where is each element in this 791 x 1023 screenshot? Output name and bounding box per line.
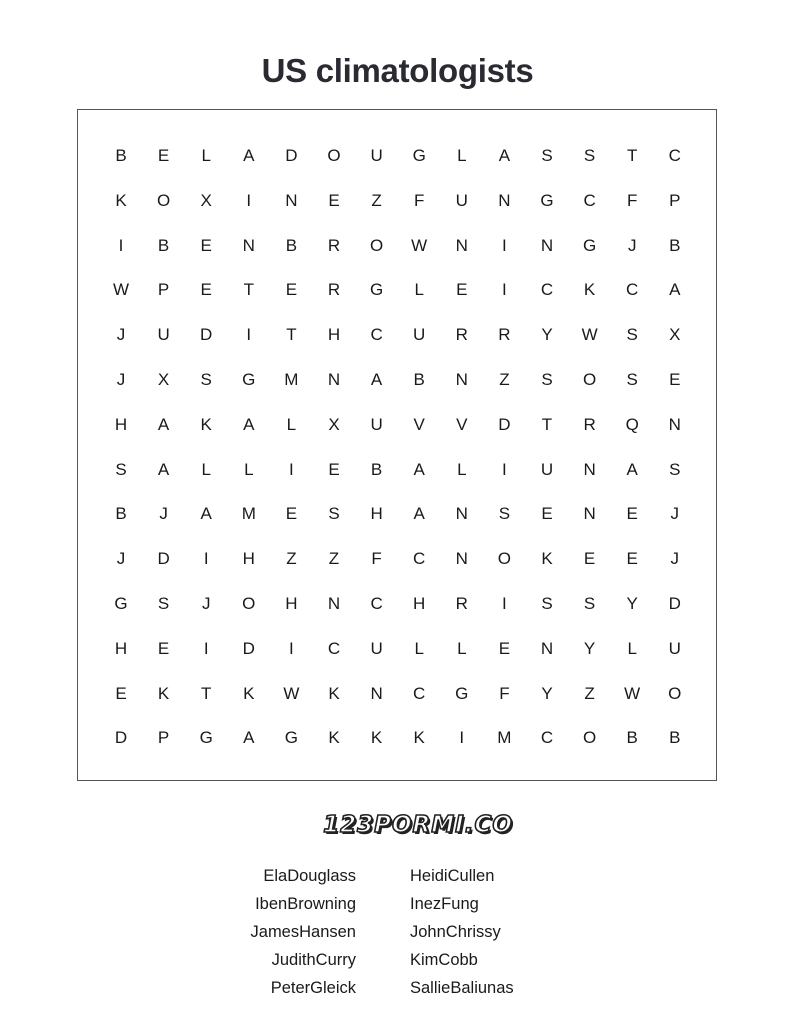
grid-letter[interactable]: X: [328, 414, 340, 434]
grid-letter[interactable]: F: [499, 683, 510, 703]
grid-letter[interactable]: C: [327, 638, 341, 658]
grid-letter[interactable]: A: [243, 414, 255, 434]
grid-letter[interactable]: G: [582, 235, 597, 255]
grid-letter[interactable]: H: [242, 549, 255, 569]
grid-letter[interactable]: G: [242, 370, 256, 389]
grid-letter[interactable]: A: [157, 414, 170, 434]
grid-letter[interactable]: X: [669, 325, 681, 345]
grid-letter[interactable]: B: [285, 235, 298, 255]
grid-letter[interactable]: K: [328, 683, 340, 703]
grid-letter[interactable]: L: [244, 459, 254, 479]
grid-letter[interactable]: T: [243, 280, 254, 300]
grid-letter[interactable]: S: [583, 146, 596, 165]
grid-letter[interactable]: X: [157, 370, 170, 389]
grid-letter[interactable]: K: [328, 728, 340, 748]
grid-letter[interactable]: B: [413, 370, 425, 389]
grid-letter[interactable]: R: [455, 594, 468, 613]
grid-letter[interactable]: Z: [584, 683, 595, 703]
grid-letter[interactable]: E: [583, 549, 596, 569]
grid-letter[interactable]: E: [157, 146, 170, 165]
puzzle-title: US climatologists: [261, 52, 534, 89]
grid-letter[interactable]: B: [669, 235, 681, 255]
grid-letter[interactable]: C: [413, 549, 426, 569]
grid-letter[interactable]: T: [200, 683, 212, 703]
grid-letter[interactable]: N: [583, 459, 596, 479]
grid-letter[interactable]: S: [669, 459, 681, 479]
grid-letter[interactable]: T: [286, 325, 297, 345]
grid-letter[interactable]: E: [115, 683, 127, 703]
grid-letter[interactable]: R: [327, 280, 341, 300]
grid-letter[interactable]: W: [624, 683, 641, 703]
grid-letter[interactable]: B: [669, 728, 681, 748]
grid-letter[interactable]: N: [583, 504, 596, 524]
grid-letter[interactable]: C: [668, 146, 681, 165]
grid-letter[interactable]: B: [626, 728, 638, 748]
grid-letter[interactable]: T: [541, 414, 553, 434]
grid-letter[interactable]: Y: [626, 594, 638, 613]
grid-letter[interactable]: E: [626, 549, 638, 569]
grid-letter[interactable]: F: [626, 190, 638, 210]
grid-letter[interactable]: U: [370, 146, 383, 165]
grid-letter[interactable]: I: [289, 459, 294, 479]
grid-letter[interactable]: L: [414, 280, 424, 300]
grid-letter[interactable]: H: [327, 325, 341, 345]
grid-letter[interactable]: I: [246, 190, 252, 210]
grid-letter[interactable]: O: [156, 190, 171, 210]
grid-letter[interactable]: N: [455, 235, 468, 255]
grid-letter[interactable]: S: [541, 594, 553, 613]
grid-letter[interactable]: E: [626, 504, 638, 524]
grid-letter[interactable]: C: [413, 683, 426, 703]
grid-letter[interactable]: U: [157, 325, 170, 345]
grid-letter[interactable]: A: [626, 459, 638, 479]
grid-letter[interactable]: J: [670, 504, 680, 524]
grid-letter[interactable]: C: [583, 190, 596, 210]
grid-letter[interactable]: L: [201, 459, 211, 479]
grid-letter[interactable]: U: [668, 638, 681, 658]
grid-letter[interactable]: B: [370, 459, 383, 479]
grid-letter[interactable]: O: [327, 146, 341, 165]
word-list-left: [251, 864, 356, 1004]
grid-letter[interactable]: W: [411, 235, 428, 255]
grid-letter[interactable]: S: [626, 370, 638, 389]
grid-letter[interactable]: D: [157, 549, 170, 569]
word-list-right: [410, 864, 514, 1004]
grid-letter[interactable]: N: [285, 190, 298, 210]
grid-letter[interactable]: R: [455, 325, 468, 345]
grid-letter[interactable]: A: [669, 280, 681, 300]
word-list-item: KimCobb: [410, 951, 478, 969]
grid-letter[interactable]: G: [199, 728, 213, 748]
grid-letter[interactable]: U: [540, 459, 554, 479]
grid-letter[interactable]: G: [412, 146, 426, 165]
grid-letter[interactable]: C: [370, 594, 383, 613]
grid-letter[interactable]: J: [116, 370, 126, 389]
grid-letter[interactable]: N: [540, 235, 554, 255]
grid-letter[interactable]: S: [200, 370, 212, 389]
grid-letter[interactable]: B: [115, 146, 127, 165]
grid-letter[interactable]: U: [370, 638, 383, 658]
word-list-item: InezFung: [410, 895, 479, 913]
grid-letter[interactable]: W: [283, 683, 300, 703]
grid-letter[interactable]: N: [242, 235, 255, 255]
grid-letter[interactable]: F: [413, 190, 425, 210]
grid-letter[interactable]: A: [370, 370, 383, 389]
grid-letter[interactable]: N: [370, 683, 383, 703]
grid-letter[interactable]: G: [455, 683, 469, 703]
grid-letter[interactable]: Z: [371, 190, 382, 210]
grid-letter[interactable]: L: [457, 146, 467, 165]
grid-letter[interactable]: R: [583, 414, 596, 434]
grid-letter[interactable]: Q: [625, 414, 639, 434]
grid-letter[interactable]: R: [327, 235, 341, 255]
grid-letter[interactable]: W: [581, 325, 598, 345]
grid-letter[interactable]: I: [502, 280, 507, 300]
grid-letter[interactable]: U: [370, 414, 383, 434]
grid-letter[interactable]: C: [540, 728, 554, 748]
grid-letter[interactable]: A: [498, 146, 511, 165]
grid-letter[interactable]: L: [286, 414, 297, 434]
grid-letter[interactable]: E: [200, 280, 212, 300]
grid-letter[interactable]: L: [627, 638, 637, 658]
grid-letter[interactable]: G: [284, 728, 298, 748]
brand-logo: 123PORMI.CO: [323, 812, 513, 838]
grid-letter[interactable]: L: [457, 638, 467, 658]
grid-letter[interactable]: N: [455, 549, 468, 569]
grid-letter[interactable]: P: [669, 190, 681, 210]
grid-letter[interactable]: J: [201, 594, 211, 613]
grid-letter[interactable]: S: [498, 504, 511, 524]
grid-letter[interactable]: E: [200, 235, 212, 255]
grid-letter[interactable]: G: [540, 190, 554, 210]
grid-letter[interactable]: N: [540, 638, 554, 658]
word-list-item: SallieBaliunas: [410, 979, 514, 997]
grid-letter[interactable]: V: [413, 414, 425, 434]
grid-letter[interactable]: N: [498, 190, 511, 210]
grid-letter[interactable]: B: [157, 235, 170, 255]
grid-letter[interactable]: V: [456, 414, 468, 434]
grid-letter[interactable]: M: [497, 728, 512, 748]
grid-letter[interactable]: P: [157, 280, 170, 300]
grid-letter[interactable]: Z: [328, 549, 340, 569]
grid-letter[interactable]: G: [114, 594, 128, 613]
grid-letter[interactable]: J: [670, 549, 680, 569]
grid-letter[interactable]: D: [200, 325, 213, 345]
grid-letter[interactable]: A: [413, 504, 425, 524]
grid-letter[interactable]: E: [157, 638, 170, 658]
grid-letter[interactable]: E: [285, 504, 298, 524]
grid-letter[interactable]: J: [116, 549, 126, 569]
grid-letter[interactable]: J: [116, 325, 126, 345]
word-list-item: JudithCurry: [271, 951, 356, 969]
grid-letter[interactable]: Y: [541, 325, 553, 345]
grid-letter[interactable]: B: [115, 504, 127, 524]
grid-letter[interactable]: Z: [286, 549, 297, 569]
grid-letter[interactable]: M: [284, 370, 299, 389]
word-list-item: ElaDouglass: [263, 867, 356, 885]
grid-letter[interactable]: J: [627, 235, 637, 255]
grid-letter[interactable]: N: [455, 504, 468, 524]
grid-letter[interactable]: S: [157, 594, 170, 613]
grid-letter[interactable]: E: [498, 638, 511, 658]
grid-letter[interactable]: C: [370, 325, 383, 345]
grid-letter[interactable]: K: [243, 683, 255, 703]
grid-letter[interactable]: S: [328, 504, 340, 524]
grid-letter[interactable]: N: [668, 414, 681, 434]
word-list-item: IbenBrowning: [255, 895, 356, 913]
grid-letter[interactable]: E: [328, 459, 340, 479]
grid-letter[interactable]: D: [285, 146, 298, 165]
grid-letter[interactable]: H: [114, 638, 128, 658]
grid-letter[interactable]: U: [413, 325, 426, 345]
grid-letter[interactable]: A: [243, 728, 255, 748]
grid-letter[interactable]: H: [285, 594, 298, 613]
grid-letter[interactable]: I: [459, 728, 465, 748]
grid-letter[interactable]: O: [582, 370, 597, 389]
grid-letter[interactable]: H: [114, 414, 128, 434]
grid-letter[interactable]: K: [115, 190, 127, 210]
grid-letter[interactable]: N: [327, 594, 341, 613]
grid-letter[interactable]: I: [203, 638, 209, 658]
grid-letter[interactable]: A: [157, 459, 170, 479]
grid-letter[interactable]: K: [200, 414, 212, 434]
grid-letter[interactable]: Y: [541, 683, 553, 703]
grid-letter[interactable]: A: [413, 459, 425, 479]
grid-letter[interactable]: W: [112, 280, 130, 300]
grid-letter[interactable]: I: [246, 325, 252, 345]
grid-letter[interactable]: E: [669, 370, 681, 389]
grid-letter[interactable]: M: [241, 504, 256, 524]
grid-letter[interactable]: I: [289, 638, 294, 658]
grid-letter[interactable]: D: [498, 414, 511, 434]
grid-letter[interactable]: E: [456, 280, 468, 300]
grid-letter[interactable]: Z: [499, 370, 510, 389]
grid-letter[interactable]: C: [626, 280, 639, 300]
grid-letter[interactable]: U: [455, 190, 468, 210]
grid-letter[interactable]: L: [457, 459, 467, 479]
grid-letter[interactable]: D: [114, 728, 128, 748]
word-list-item: PeterGleick: [270, 979, 356, 997]
grid-letter[interactable]: D: [242, 638, 255, 658]
grid-letter[interactable]: D: [668, 594, 681, 613]
word-list-item: HeidiCullen: [410, 867, 495, 885]
grid-letter[interactable]: O: [369, 235, 384, 255]
grid-letter[interactable]: L: [201, 146, 211, 165]
grid-letter[interactable]: I: [203, 549, 209, 569]
grid-letter[interactable]: I: [502, 594, 507, 613]
grid-letter[interactable]: I: [118, 235, 124, 255]
word-list-item: JohnChrissy: [410, 923, 501, 941]
grid-letter[interactable]: E: [328, 190, 340, 210]
grid-letter[interactable]: K: [413, 728, 425, 748]
grid-letter[interactable]: O: [242, 594, 256, 613]
grid-letter[interactable]: K: [157, 683, 170, 703]
grid-letter[interactable]: K: [541, 549, 553, 569]
grid-letter[interactable]: S: [115, 459, 127, 479]
word-list-item: JamesHansen: [250, 923, 356, 941]
grid-letter[interactable]: G: [369, 280, 384, 300]
grid-letter[interactable]: P: [157, 728, 170, 748]
grid-letter[interactable]: S: [626, 325, 638, 345]
grid-letter[interactable]: E: [285, 280, 298, 300]
grid-letter[interactable]: T: [626, 146, 638, 165]
grid-letter[interactable]: F: [371, 549, 382, 569]
grid-letter[interactable]: R: [498, 325, 511, 345]
grid-letter[interactable]: C: [540, 280, 554, 300]
grid-letter[interactable]: J: [159, 504, 168, 524]
grid-letter[interactable]: A: [243, 146, 255, 165]
grid-letter[interactable]: O: [497, 549, 511, 569]
grid-letter[interactable]: S: [541, 370, 553, 389]
grid-letter[interactable]: N: [455, 370, 468, 389]
grid-letter[interactable]: N: [327, 370, 341, 389]
grid-letter[interactable]: A: [200, 504, 212, 524]
grid-letter[interactable]: Y: [583, 638, 596, 658]
grid-letter[interactable]: S: [583, 594, 596, 613]
grid-letter[interactable]: S: [541, 146, 553, 165]
grid-letter[interactable]: I: [502, 459, 507, 479]
letter-grid: [77, 109, 717, 781]
grid-letter[interactable]: H: [413, 594, 426, 613]
grid-letter[interactable]: E: [541, 504, 553, 524]
grid-letter[interactable]: H: [370, 504, 383, 524]
grid-letter[interactable]: O: [582, 728, 597, 748]
grid-letter[interactable]: K: [583, 280, 596, 300]
grid-letter[interactable]: O: [668, 683, 682, 703]
grid-letter[interactable]: I: [502, 235, 507, 255]
grid-letter[interactable]: K: [370, 728, 383, 748]
grid-letter[interactable]: X: [200, 190, 212, 210]
grid-letter[interactable]: L: [414, 638, 424, 658]
